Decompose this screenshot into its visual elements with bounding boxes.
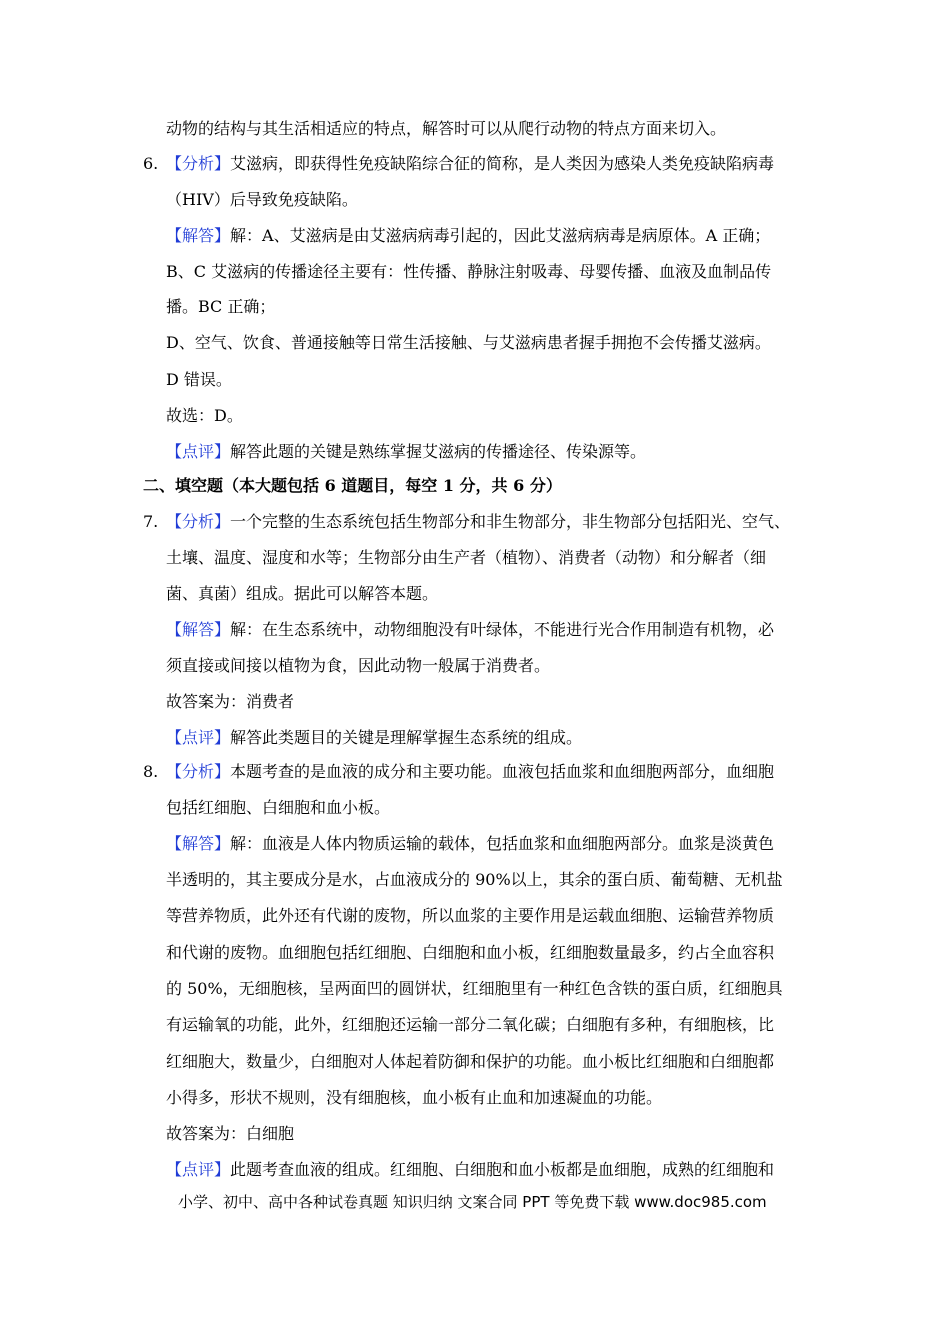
- q8-answer-line-4: 和代谢的废物。血细胞包括红细胞、白细胞和血小板，红细胞数量最多，约占全血容积: [166, 943, 775, 962]
- q6-answer-line-3: 播。BC 正确；: [166, 297, 276, 316]
- q8-comment-line: [166, 1160, 774, 1180]
- q8-answer-text: 解：血液是人体内物质运输的载体，包括血浆和血细胞两部分。血浆是淡黄色: [230, 834, 775, 853]
- q8-comment-text: 此题考查血液的组成。红细胞、白细胞和血小板都是血细胞，成熟的红细胞和: [230, 1160, 775, 1179]
- q7-analysis-line: [166, 512, 790, 532]
- analysis-tag: 【分析】: [166, 154, 231, 173]
- q8-answer-line-6: 有运输氧的功能，此外，红细胞还运输一部分二氧化碳；白细胞有多种，有细胞核，比: [166, 1015, 775, 1034]
- q6-analysis-text: 艾滋病，即获得性免疫缺陷综合征的简称，是人类因为感染人类免疫缺陷病毒: [230, 154, 775, 173]
- question-number-8: 8.: [143, 762, 159, 781]
- q8-analysis-text: 本题考查的是血液的成分和主要功能。血液包括血浆和血细胞两部分，血细胞: [230, 762, 775, 781]
- q6-answer-line: [166, 226, 770, 246]
- q6-comment-line: [166, 442, 646, 462]
- comment-tag: 【点评】: [166, 728, 231, 747]
- q7-analysis-line-2: 土壤、温度、湿度和水等；生物部分由生产者（植物）、消费者（动物）和分解者（细: [166, 548, 767, 567]
- q8-answer-line-8: 小得多，形状不规则，没有细胞核，血小板有止血和加速凝血的功能。: [166, 1088, 663, 1107]
- page-footer: 小学、初中、高中各种试卷真题 知识归纳 文案合同 PPT 等免费下载 www.doc985.com: [178, 1193, 767, 1211]
- question-number-6: 6.: [143, 154, 159, 173]
- q8-answer-line-9: 故答案为：白细胞: [166, 1124, 295, 1143]
- q6-answer-line-2: B、C 艾滋病的传播途径主要有：性传播、静脉注射吸毒、母婴传播、血液及血制品传: [166, 262, 772, 281]
- q6-answer-line-6: 故选：D。: [166, 406, 243, 425]
- q7-comment-line: [166, 728, 582, 748]
- q6-analysis-line: [166, 154, 774, 174]
- q7-answer-line: [166, 620, 774, 640]
- q7-answer-line-2: 须直接或间接以植物为食，因此动物一般属于消费者。: [166, 656, 551, 675]
- question-number-7: 7.: [143, 512, 159, 531]
- q7-answer-line-3: 故答案为：消费者: [166, 692, 295, 711]
- analysis-tag: 【分析】: [166, 512, 231, 531]
- section-heading: 二、填空题（本大题包括 6 道题目，每空 1 分，共 6 分）: [143, 476, 562, 495]
- q8-answer-line-2: 半透明的，其主要成分是水，占血液成分的 90%以上，其余的蛋白质、葡萄糖、无机盐: [166, 870, 783, 889]
- q8-answer-line-3: 等营养物质，此外还有代谢的废物，所以血浆的主要作用是运载血细胞、运输营养物质: [166, 906, 775, 925]
- q7-analysis-text: 一个完整的生态系统包括生物部分和非生物部分，非生物部分包括阳光、空气、: [230, 512, 791, 531]
- q6-analysis-line-2: （HIV）后导致免疫缺陷。: [166, 190, 358, 209]
- q7-comment-text: 解答此类题目的关键是理解掌握生态系统的组成。: [230, 728, 583, 747]
- q8-answer-line: [166, 834, 774, 854]
- q8-answer-line-5: 的 50%，无细胞核，呈两面凹的圆饼状，红细胞里有一种红色含铁的蛋白质，红细胞具: [166, 979, 783, 998]
- q6-comment-text: 解答此题的关键是熟练掌握艾滋病的传播途径、传染源等。: [230, 442, 647, 461]
- q7-answer-text: 解：在生态系统中，动物细胞没有叶绿体，不能进行光合作用制造有机物，必: [230, 620, 775, 639]
- q6-answer-line-4: D、空气、饮食、普通接触等日常生活接触、与艾滋病患者握手拥抱不会传播艾滋病。: [166, 333, 771, 352]
- comment-tag: 【点评】: [166, 442, 231, 461]
- answer-tag: 【解答】: [166, 620, 231, 639]
- answer-tag: 【解答】: [166, 226, 231, 245]
- q8-analysis-line-2: 包括红细胞、白细胞和血小板。: [166, 798, 391, 817]
- q6-answer-line-5: D 错误。: [166, 370, 232, 389]
- q7-analysis-line-3: 菌、真菌）组成。据此可以解答本题。: [166, 584, 439, 603]
- answer-tag: 【解答】: [166, 834, 231, 853]
- q6-answer-text: 解：A、艾滋病是由艾滋病病毒引起的，因此艾滋病病毒是病原体。A 正确；: [230, 226, 771, 245]
- q8-answer-line-7: 红细胞大，数量少，白细胞对人体起着防御和保护的功能。血小板比红细胞和白细胞都: [166, 1052, 775, 1071]
- comment-tag: 【点评】: [166, 1160, 231, 1179]
- text-line: 动物的结构与其生活相适应的特点，解答时可以从爬行动物的特点方面来切入。: [166, 119, 727, 138]
- q8-analysis-line: [166, 762, 774, 782]
- analysis-tag: 【分析】: [166, 762, 231, 781]
